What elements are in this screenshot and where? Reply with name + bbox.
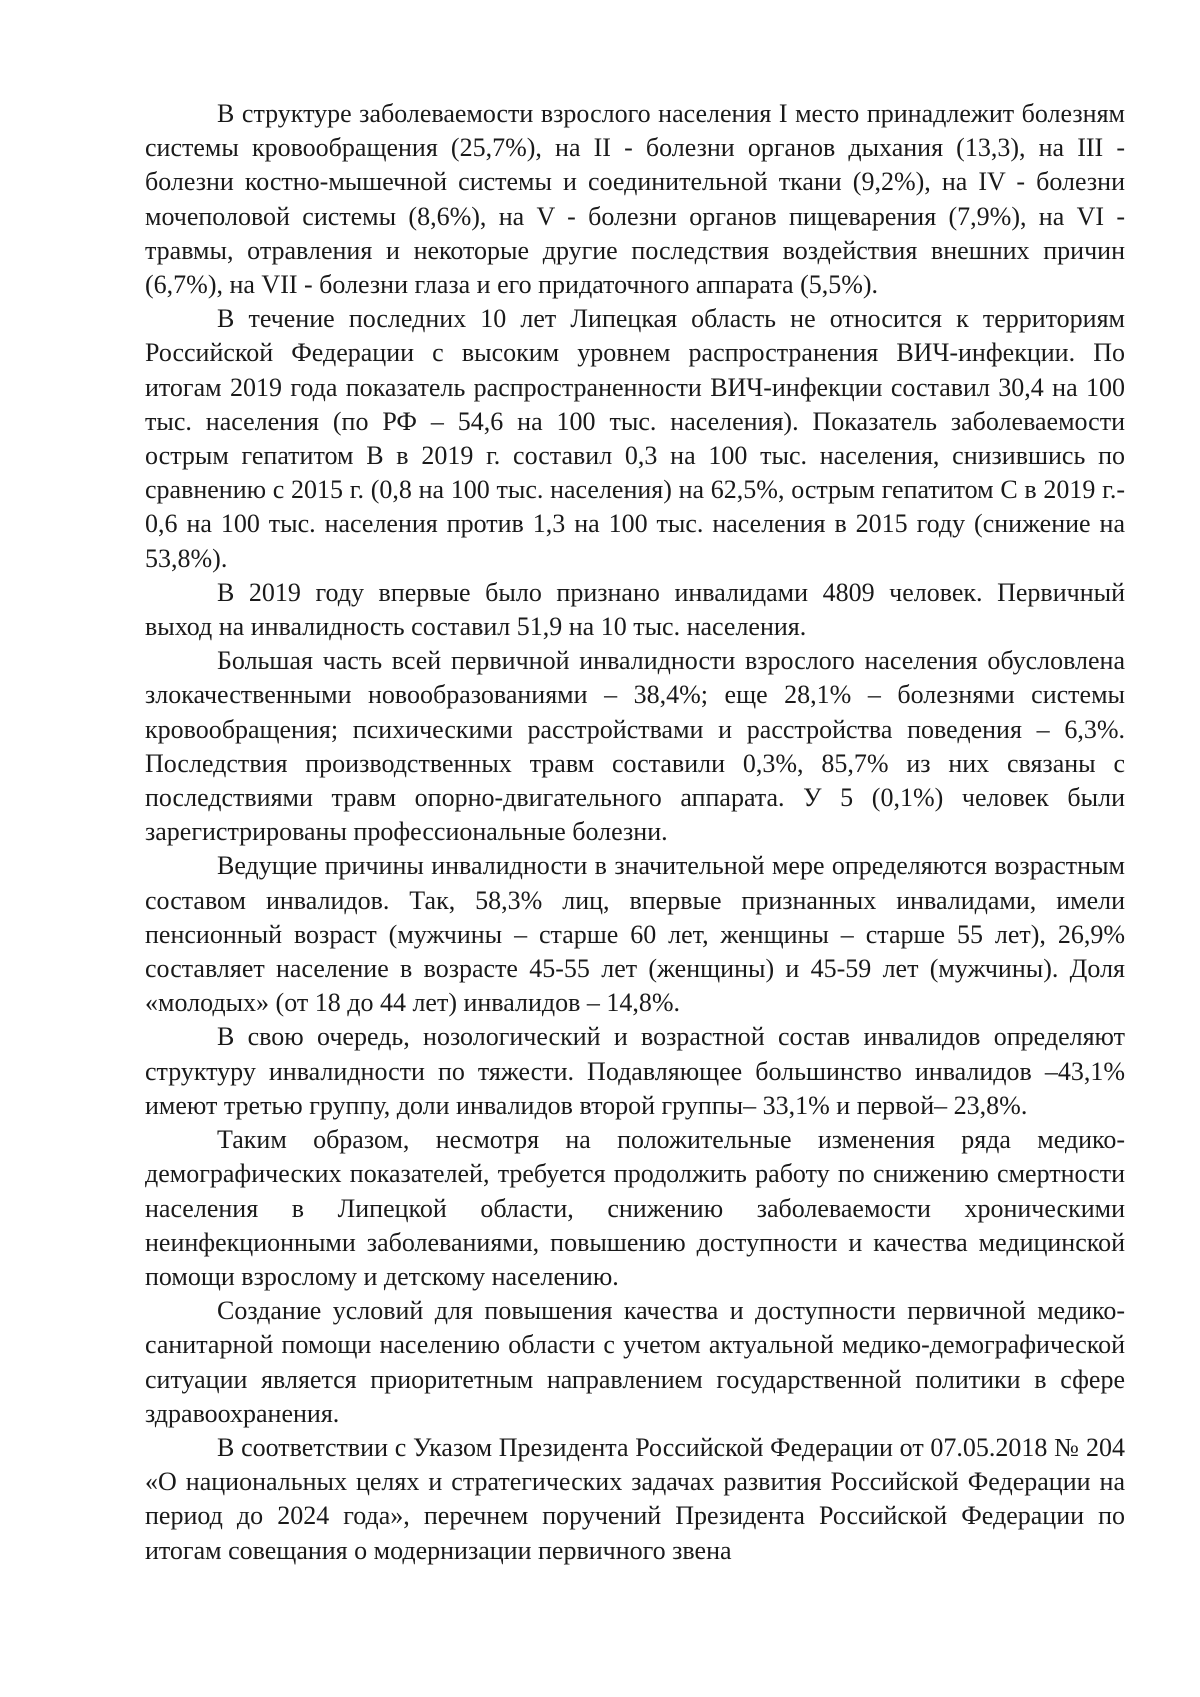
paragraph-presidential-decree: В соответствии с Указом Президента Российской Федерации от 07.05.2018 № 204 «О национальных целях и стратегических задачах развития Российской Федерации на период до 2024 года», перечнем поручений Президента Российской Федерации по итогам совещания о модернизации первичного звена [145,1432,1125,1565]
paragraph-disability-severity: В свою очередь, нозологический и возрастной состав инвалидов определяют структуру инвалидности по тяжести. Подавляющее большинство инвалидов –43,1% имеют третью группу, доли инвалидов второй группы– 33,1% и первой– 23,8%. [145,1022,1125,1120]
paragraph-disability-2019: В 2019 году впервые было признано инвалидами 4809 человек. Первичный выход на инвалидность составил 51,9 на 10 тыс. населения. [145,577,1125,642]
document-page [145,97,1125,1568]
paragraph-primary-care-priority: Создание условий для повышения качества и доступности первичной медико-санитарной помощи населению области с учетом актуальной медико-демографической ситуации является приоритетным направлением государственной политики в сфере здравоохранения. [145,1296,1125,1428]
paragraph-disability-causes: Большая часть всей первичной инвалидности взрослого населения обусловлена злокачественными новообразованиями – 38,4%; еще 28,1% – болезнями системы кровообращения; психическими расстройствами и расстройства поведения – 6,3%. Последствия производственных травм составили 0,3%, 85,7% из них связаны с последствиями травм опорно-двигательного аппарата. У 5 (0,1%) человек были зарегистрированы профессиональные болезни. [145,646,1125,847]
paragraph-hiv-hepatitis: В течение последних 10 лет Липецкая область не относится к территориям Российской Федерации с высоким уровнем распространения ВИЧ-инфекции. По итогам 2019 года показатель распространенности ВИЧ-инфекции составил 30,4 на 100 тыс. населения (по РФ – 54,6 на 100 тыс. населения). Показатель заболеваемости острым гепатитом В в 2019 г. составил 0,3 на 100 тыс. населения, снизившись по сравнению с 2015 г. (0,8 на 100 тыс. населения) на 62,5%, острым гепатитом С в 2019 г.- 0,6 на 100 тыс. населения против 1,3 на 100 тыс. населения в 2015 году (снижение на 53,8%). [145,304,1125,573]
paragraph-conclusion: Таким образом, несмотря на положительные изменения ряда медико-демографических показателей, требуется продолжить работу по снижению смертности населения в Липецкой области, снижению заболеваемости хроническими неинфекционными заболеваниями, повышению доступности и качества медицинской помощи взрослому и детскому населению. [145,1125,1125,1291]
paragraph-disability-age: Ведущие причины инвалидности в значительной мере определяются возрастным составом инвалидов. Так, 58,3% лиц, впервые признанных инвалидами, имели пенсионный возраст (мужчины – старше 60 лет, женщины – старше 55 лет), 26,9% составляет население в возрасте 45-55 лет (женщины) и 45-59 лет (мужчины). Доля «молодых» (от 18 до 44 лет) инвалидов – 14,8%. [145,851,1125,1018]
paragraph-morbidity-structure: В структуре заболеваемости взрослого населения I место принадлежит болезням системы кровообращения (25,7%), на II - болезни органов дыхания (13,3), на III - болезни костно-мышечной системы и соединительной ткани (9,2%), на IV - болезни мочеполовой системы (8,6%), на V - болезни органов пищеварения (7,9%), на VI - травмы, отравления и некоторые другие последствия воздействия внешних причин (6,7%), на VII - болезни глаза и его придаточного аппарата (5,5%). [145,99,1125,300]
